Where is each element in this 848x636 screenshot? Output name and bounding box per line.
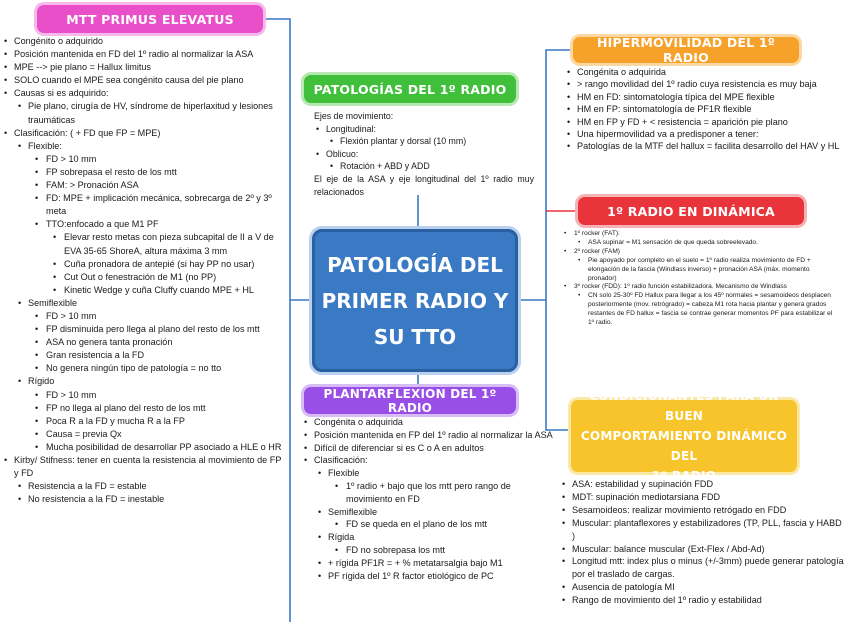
list-item: • Rotación + ABD y ADD xyxy=(314,160,534,173)
list-item: Ejes de movimiento: xyxy=(314,111,394,121)
list-item: • Patologías de la MTF del hallux = facilita desarrollo del HAV y HL xyxy=(565,140,845,152)
list-item: • ASA no genera tanta pronación xyxy=(2,336,286,349)
title-hipermovilidad-text: HIPERMOVILIDAD DEL 1º RADIO xyxy=(596,35,776,65)
list-item: • 1º radio + bajo que los mtt pero rango de movimiento en FD xyxy=(302,480,554,506)
block-condicionantes xyxy=(560,478,846,607)
list-item: • Rango de movimiento del 1º radio y estabilidad xyxy=(560,594,846,607)
list-item: • ASA: estabilidad y supinación FDD xyxy=(560,478,846,491)
block-plantarflexion xyxy=(302,416,554,582)
list-item: • Rígido xyxy=(2,375,286,388)
list-item: • No genera ningún tipo de patología = no tto xyxy=(2,362,286,375)
list-item: • Elevar resto metas con pieza subcapital de II a V de EVA 35-65 ShoreA, altura máxima 3 mm xyxy=(2,231,286,257)
list-item: • Rígida xyxy=(302,531,554,544)
list-item: • Sesamoideos: realizar movimiento retrógado en FDD xyxy=(560,504,846,517)
list-item: • > rango movilidad del 1º radio cuya resistencia es muy baja xyxy=(565,78,845,90)
list-item: • HM en FP: sintomatología de PF1R flexible xyxy=(565,103,845,115)
title-condicionantes-line-3: 1º RADIO xyxy=(651,469,717,483)
list-item: • Semiflexible xyxy=(302,506,554,519)
title-patologias-text: PATOLOGÍAS DEL 1º RADIO xyxy=(313,81,507,97)
list-item: • Muscular: balance muscular (Ext-Flex / Abd-Ad) xyxy=(560,543,846,556)
list-plantarflexion xyxy=(302,416,554,582)
list-item: • FD > 10 mm xyxy=(2,310,286,323)
list-item: • MPE --> pie plano = Hallux limitus xyxy=(2,61,286,74)
list-item: • Posición mantenida en FP del 1º radio al normalizar la ASA xyxy=(302,429,554,442)
list-item: • FD se queda en el plano de los mtt xyxy=(302,518,554,531)
title-dinamica-text: 1º RADIO EN DINÁMICA xyxy=(607,203,775,219)
list-item: • Pie apoyado por completo en el suelo = 1º radio realiza movimiento de FD + elongación de la fascia (Windlass inverso) + pronación ASA (máx. momento pronador) xyxy=(562,257,834,284)
title-condicionantes-line-2: COMPORTAMIENTO DINÁMICO DEL xyxy=(580,429,788,463)
list-item: • Una hipermovilidad va a predisponer a tener: xyxy=(565,128,845,140)
list-item: • Kirby/ Stifness: tener en cuenta la resistencia al movimiento de FP y FD xyxy=(2,454,286,480)
list-item: • Mucha posibilidad de desarrollar PP asociado a HLE o HR xyxy=(2,441,286,454)
list-item: • Oblicuo: xyxy=(314,148,534,161)
list-item: • TTO:enfocado a que M1 PF xyxy=(2,218,286,231)
central-topic xyxy=(312,229,518,372)
list-item: • FD: MPE + implicación mecánica, sobrecarga de 2º y 3º meta xyxy=(2,192,286,218)
list-item: • FP sobrepasa el resto de los mtt xyxy=(2,166,286,179)
block-dinamica xyxy=(562,230,834,328)
central-title-line-1: PATOLOGÍA DEL xyxy=(327,252,503,277)
block-patologias xyxy=(314,110,534,198)
title-plantarflexion-text: PLANTARFLEXION DEL 1º RADIO xyxy=(323,386,497,415)
list-item: • CN solo 25-30º FD Hallux para llegar a los 45º normales = sesamoideos desplacen posteriormente (mov. retrógrado) = cabeza M1 rota hacia plantar y genera grados restantes de FD hallux = fascia se contrae generar momentos PF para estabilizar el 1º radio. xyxy=(562,292,834,328)
list-item: • HM en FP y FD + < resistencia = aparición pie plano xyxy=(565,116,845,128)
list-item: • Posición mantenida en FD del 1º radio al normalizar la ASA xyxy=(2,48,286,61)
title-mtt-primus-elevatus xyxy=(37,5,263,33)
list-item: • Poca R a la FD y mucha R a la FP xyxy=(2,415,286,428)
list-item: • Flexible xyxy=(302,467,554,480)
list-item: • Cuña pronadora de antepié (si hay PP no usar) xyxy=(2,258,286,271)
central-title-line-2: PRIMER RADIO Y xyxy=(321,288,509,313)
list-item: • Muscular: plantaflexores y estabilizadores (TP, PLL, fascia y HABD ) xyxy=(560,517,846,543)
list-item: • Kinetic Wedge y cuña Cluffy cuando MPE + HL xyxy=(2,284,286,297)
list-item: • MDT: supinación mediotarsiana FDD xyxy=(560,491,846,504)
title-condicionantes-line-1: CONDICIONANTES PARA UN BUEN xyxy=(589,389,779,423)
list-item: • + rígida PF1R = + % metatarsalgia bajo M1 xyxy=(302,557,554,570)
list-item: • SOLO cuando el MPE sea congénito causa del pie plano xyxy=(2,74,286,87)
list-item: • Congénita o adquirida xyxy=(565,66,845,78)
title-dinamica xyxy=(578,197,804,225)
list-item: • Longitudinal: xyxy=(314,123,534,136)
title-condicionantes xyxy=(571,389,797,483)
list-item: • Pie plano, cirugía de HV, síndrome de hiperlaxitud y lesiones traumáticas xyxy=(2,100,286,126)
list-mtt xyxy=(2,35,286,506)
title-plantarflexion xyxy=(304,387,516,414)
list-item: • Flexible: xyxy=(2,140,286,153)
list-item: • Congénito o adquirido xyxy=(2,35,286,48)
list-item: • Longitud mtt: index plus o minus (+/-3mm) puede generar patología por el traslado de cargas. xyxy=(560,555,846,581)
list-item: • Clasificación: ( + FD que FP = MPE) xyxy=(2,127,286,140)
block-hipermovilidad xyxy=(565,66,845,153)
list-item: • FP no llega al plano del resto de los mtt xyxy=(2,402,286,415)
list-item: • Clasificación: xyxy=(302,454,554,467)
list-item: • FP disminuida pero llega al plano del resto de los mtt xyxy=(2,323,286,336)
list-item: • Gran resistencia a la FD xyxy=(2,349,286,362)
list-patologias xyxy=(314,110,534,198)
list-item: • 3º rocker (FDD): 1º radio función estabilizadora. Mecanismo de Windlass xyxy=(562,283,834,292)
list-item: • Semiflexible xyxy=(2,297,286,310)
list-item: • 2º rocker (FAM) xyxy=(562,248,834,257)
title-mtt-text: MTT PRIMUS ELEVATUS xyxy=(66,11,234,27)
list-item: • FD > 10 mm xyxy=(2,389,286,402)
list-item: • FAM: > Pronación ASA xyxy=(2,179,286,192)
list-item: • ASA supinar = M1 sensación de que queda sobreelevado. xyxy=(562,239,834,248)
list-item: • PF rígida del 1º R factor etiológico de PC xyxy=(302,570,554,583)
list-item: El eje de la ASA y eje longitudinal del 1º radio muy relacionados xyxy=(314,173,534,197)
list-condicionantes xyxy=(560,478,846,607)
list-item: • Causa = previa Qx xyxy=(2,428,286,441)
title-hipermovilidad xyxy=(573,37,799,63)
list-item: • Congénita o adquirida xyxy=(302,416,554,429)
list-item: • No resistencia a la FD = inestable xyxy=(2,493,286,506)
block-mtt xyxy=(2,35,286,506)
list-item: • Flexión plantar y dorsal (10 mm) xyxy=(314,135,534,148)
list-item: • Ausencia de patología MI xyxy=(560,581,846,594)
title-patologias xyxy=(304,75,516,103)
list-hipermovilidad xyxy=(565,66,845,153)
list-item: • FD no sobrepasa los mtt xyxy=(302,544,554,557)
central-title-line-3: SU TTO xyxy=(373,324,457,349)
list-dinamica xyxy=(562,230,834,328)
list-item: • FD > 10 mm xyxy=(2,153,286,166)
list-item: • Difícil de diferenciar si es C o A en adultos xyxy=(302,442,554,455)
list-item: • Cut Out o fenestración de M1 (no PP) xyxy=(2,271,286,284)
list-item: • 1º rocker (FAT): xyxy=(562,230,834,239)
list-item: • HM en FD: sintomatología típica del MPE flexible xyxy=(565,91,845,103)
list-item: • Resistencia a la FD = estable xyxy=(2,480,286,493)
list-item: • Causas si es adquirido: xyxy=(2,87,286,100)
